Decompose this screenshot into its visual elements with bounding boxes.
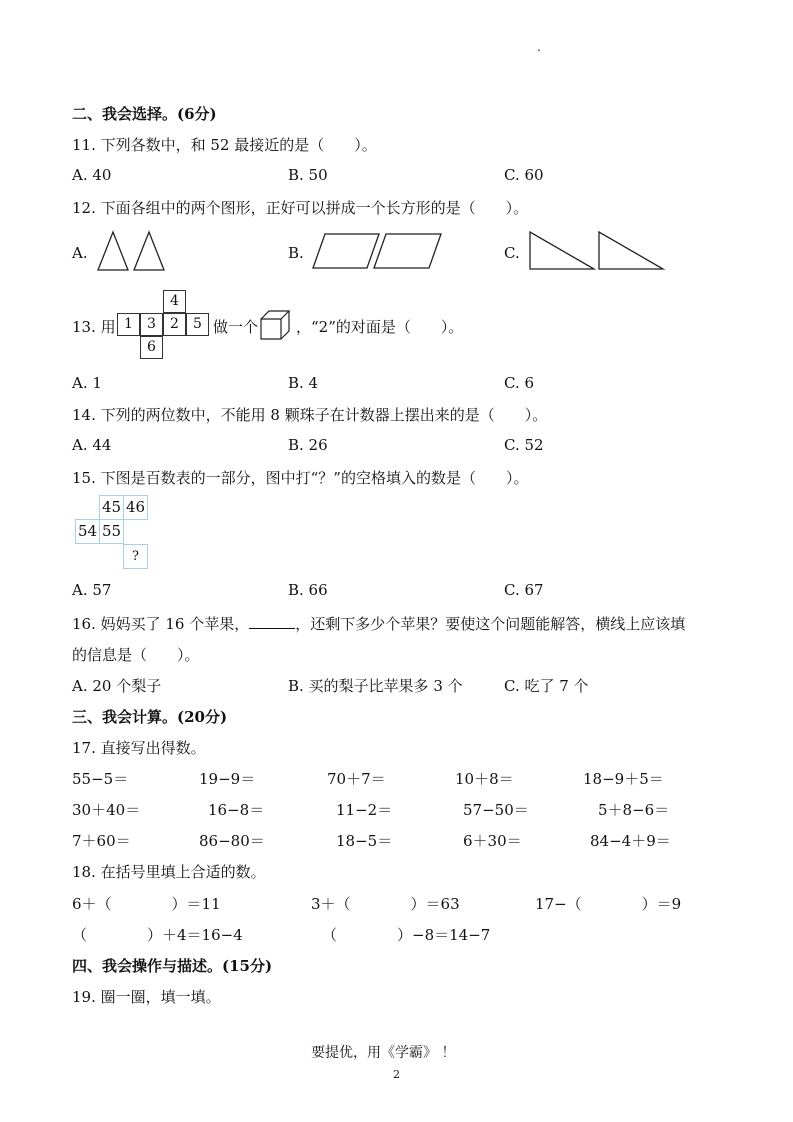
q13-text-post: ，“2”的对面是（ ）。	[296, 318, 464, 336]
q16-blank-line	[249, 614, 295, 629]
calc-r2-c3: 11−2＝	[336, 801, 393, 819]
fill-r2-c1: （ ）＋4＝16−4	[72, 926, 243, 944]
calc-r2-c4: 57−50＝	[463, 801, 529, 819]
q17-text: 17. 直接写出得数。	[72, 739, 206, 757]
fill-r1-c3: 17−（ ）＝9	[535, 895, 682, 913]
q15-option-a[interactable]: A. 57	[72, 581, 112, 599]
cell-54: 54	[75, 519, 100, 544]
net-cell-4: 5	[186, 313, 209, 336]
q12-right-triangles-figure	[527, 230, 667, 272]
net-cell-3: 2	[163, 313, 186, 336]
calc-r1-c5: 18−9＋5＝	[583, 770, 664, 788]
cube-icon	[259, 309, 293, 341]
q15-option-c[interactable]: C. 67	[504, 581, 544, 599]
fill-r1-c2: 3＋（ ）＝63	[311, 895, 460, 913]
q11-option-a[interactable]: A. 40	[72, 166, 112, 184]
q14-option-a[interactable]: A. 44	[72, 436, 112, 454]
net-cell-top: 4	[163, 290, 186, 313]
q11-option-c[interactable]: C. 60	[504, 166, 544, 184]
q12-text: 12. 下面各组中的两个图形，正好可以拼成一个长方形的是（ ）。	[72, 199, 529, 217]
q12-triangles-figure	[96, 230, 170, 272]
q14-option-b[interactable]: B. 26	[288, 436, 328, 454]
cell-question: ?	[123, 544, 148, 569]
q12-option-b[interactable]: B.	[288, 244, 304, 262]
net-cell-bottom: 6	[140, 336, 163, 359]
q15-text: 15. 下图是百数表的一部分，图中打“？”的空格填入的数是（ ）。	[72, 469, 529, 487]
calc-r3-c5: 84−4＋9＝	[590, 832, 671, 850]
q15-option-b[interactable]: B. 66	[288, 581, 328, 599]
fill-r2-c2: （ ）−8＝14−7	[322, 926, 491, 944]
section-3-title: 三、我会计算。(20分)	[72, 708, 228, 726]
q14-option-c[interactable]: C. 52	[504, 436, 544, 454]
calc-r2-c5: 5＋8−6＝	[598, 801, 670, 819]
section-2-title: 二、我会选择。(6分)	[72, 105, 217, 123]
cell-46: 46	[123, 495, 148, 520]
q16-text-part2: ，还剩下多少个苹果？要使这个问题能解答，横线上应该填	[295, 615, 686, 633]
calc-r3-c4: 6＋30＝	[463, 832, 522, 850]
q16-line2: 的信息是（ ）。	[72, 646, 200, 664]
calc-r3-c1: 7＋60＝	[72, 832, 131, 850]
net-cell-1: 1	[117, 313, 140, 336]
q16-option-a[interactable]: A. 20 个梨子	[72, 677, 162, 695]
section-4-title: 四、我会操作与描述。(15分)	[72, 957, 273, 975]
calc-r1-c2: 19−9＝	[199, 770, 256, 788]
cell-45: 45	[99, 495, 124, 520]
q11-option-b[interactable]: B. 50	[288, 166, 328, 184]
q11-text: 11. 下列各数中，和 52 最接近的是（ ）。	[72, 136, 377, 154]
calc-r3-c2: 86−80＝	[199, 832, 265, 850]
q16-line1	[72, 613, 685, 634]
calc-r2-c1: 30＋40＝	[72, 801, 141, 819]
q12-option-a[interactable]: A.	[72, 244, 88, 262]
q13-text-pre: 13. 用	[72, 318, 116, 336]
q13-option-b[interactable]: B. 4	[288, 374, 319, 392]
q16-text-part1: 16. 妈妈买了 16 个苹果，	[72, 615, 250, 633]
q13-option-c[interactable]: C. 6	[504, 374, 535, 392]
q12-option-c[interactable]: C.	[504, 244, 520, 262]
calc-r2-c2: 16−8＝	[208, 801, 265, 819]
top-dot: .	[537, 40, 541, 54]
fill-r1-c1: 6＋（ ）＝11	[72, 895, 221, 913]
q16-option-c[interactable]: C. 吃了 7 个	[504, 677, 589, 695]
calc-r1-c4: 10＋8＝	[455, 770, 514, 788]
net-cell-2: 3	[140, 313, 163, 336]
calc-r3-c3: 18−5＝	[336, 832, 393, 850]
q18-text: 18. 在括号里填上合适的数。	[72, 863, 266, 881]
footer-slogan: 要提优，用《学霸》 ！	[311, 1045, 456, 1061]
q16-option-b[interactable]: B. 买的梨子比苹果多 3 个	[288, 677, 463, 695]
q13-option-a[interactable]: A. 1	[72, 374, 102, 392]
calc-r1-c3: 70＋7＝	[327, 770, 386, 788]
cell-55: 55	[99, 519, 124, 544]
q14-text: 14. 下列的两位数中，不能用 8 颗珠子在计数器上摆出来的是（ ）。	[72, 406, 548, 424]
q19-text: 19. 圈一圈，填一填。	[72, 988, 221, 1006]
calc-r1-c1: 55−5＝	[72, 770, 129, 788]
q12-parallelograms-figure	[311, 232, 445, 270]
page-number: 2	[393, 1068, 400, 1081]
q13-text-mid: 做一个	[213, 318, 259, 336]
